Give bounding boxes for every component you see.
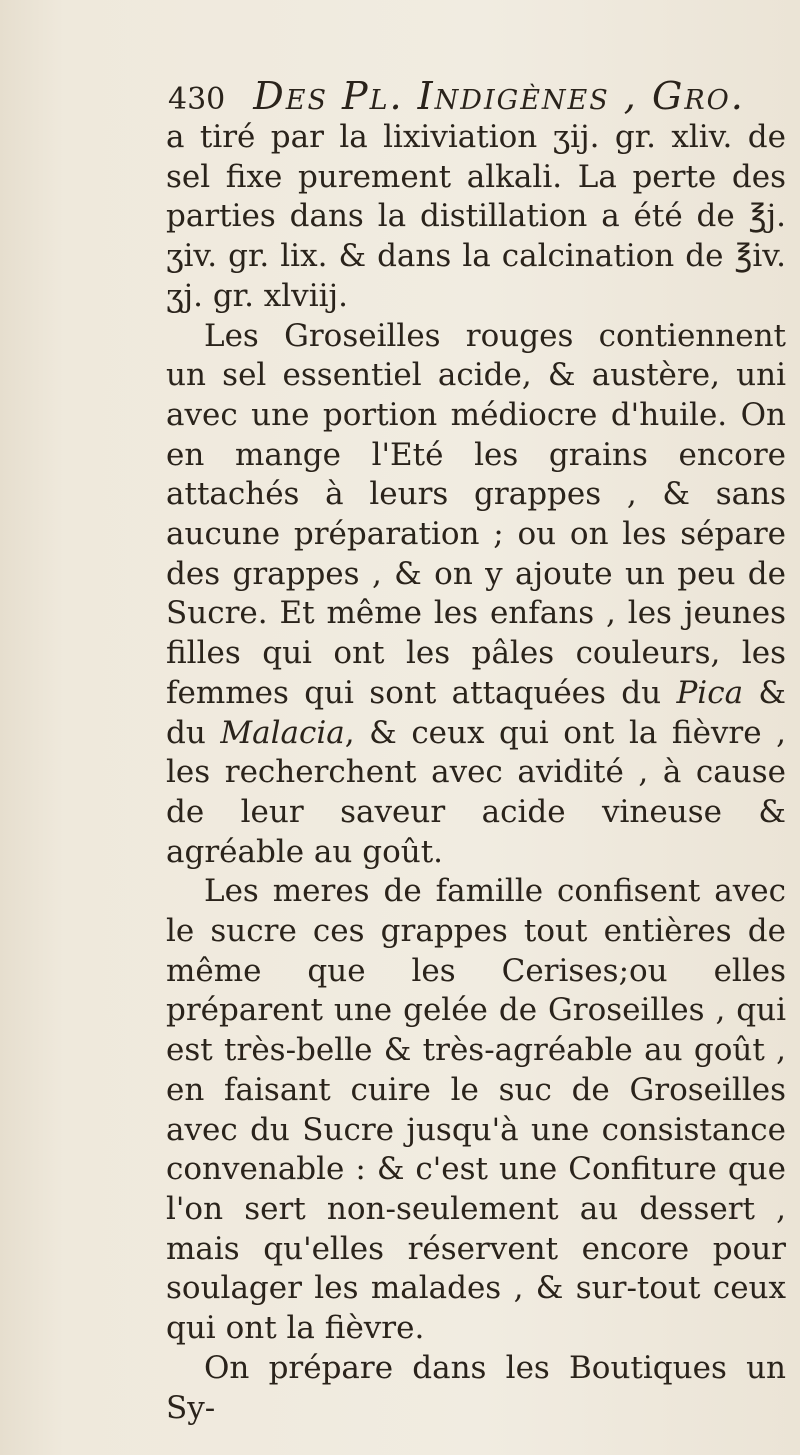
italic-term-malacia: Malacia: [220, 714, 345, 751]
text-segment: a tiré par la lixiviation ʒij. gr. xliv. de sel fixe purement alkali. La perte des parties dans la distillation a été de ℥j. ʒiv. gr. lix. & dans la calcination de ℥iv. ʒj. gr. xlviij.: [166, 119, 786, 314]
paragraph-groseilles-rouges: [166, 317, 786, 873]
running-header: [168, 74, 768, 124]
italic-term-pica: Pica: [676, 674, 744, 711]
paragraph-confitures: [166, 872, 786, 1348]
page-number: 430: [168, 82, 226, 117]
text-segment: Les Groseilles rouges contiennent un sel essentiel acide, & austère, uni avec une portion médiocre d'huile. On en mange l'Eté les grains encore attachés à leurs grappes , & sans aucune préparation ; ou on les sépare des grappes , & on y ajoute un peu de Sucre. Et même les enfans , les jeunes filles qui ont les pâles couleurs, les femmes qui sont attaquées du: [166, 317, 786, 711]
running-title: Des Pl. Indigènes , Gro.: [253, 74, 745, 118]
text-segment: & du: [166, 674, 787, 751]
paragraph-sirop: [166, 1349, 786, 1428]
paragraph-continuation: [166, 118, 786, 317]
text-segment: On prépare dans les Boutiques un Sy-: [166, 1349, 786, 1426]
text-segment: , & ceux qui ont la fièvre , les recherchent avec avidité , à cause de leur saveur acide vineuse & agréable au goût.: [166, 714, 787, 870]
body-text: [166, 118, 786, 1428]
text-segment: Les meres de famille confisent avec le sucre ces grappes tout entières de même que les Cerises;ou elles préparent une gelée de Groseilles , qui est très-belle & très-agréable au goût , en faisant cuire le suc de Groseilles avec du Sucre jusqu'à une consistance convenable : & c'est une Confiture que l'on sert non-seulement au dessert , mais qu'elles réservent encore pour soulager les malades , & sur-tout ceux qui ont la fièvre.: [166, 873, 786, 1347]
